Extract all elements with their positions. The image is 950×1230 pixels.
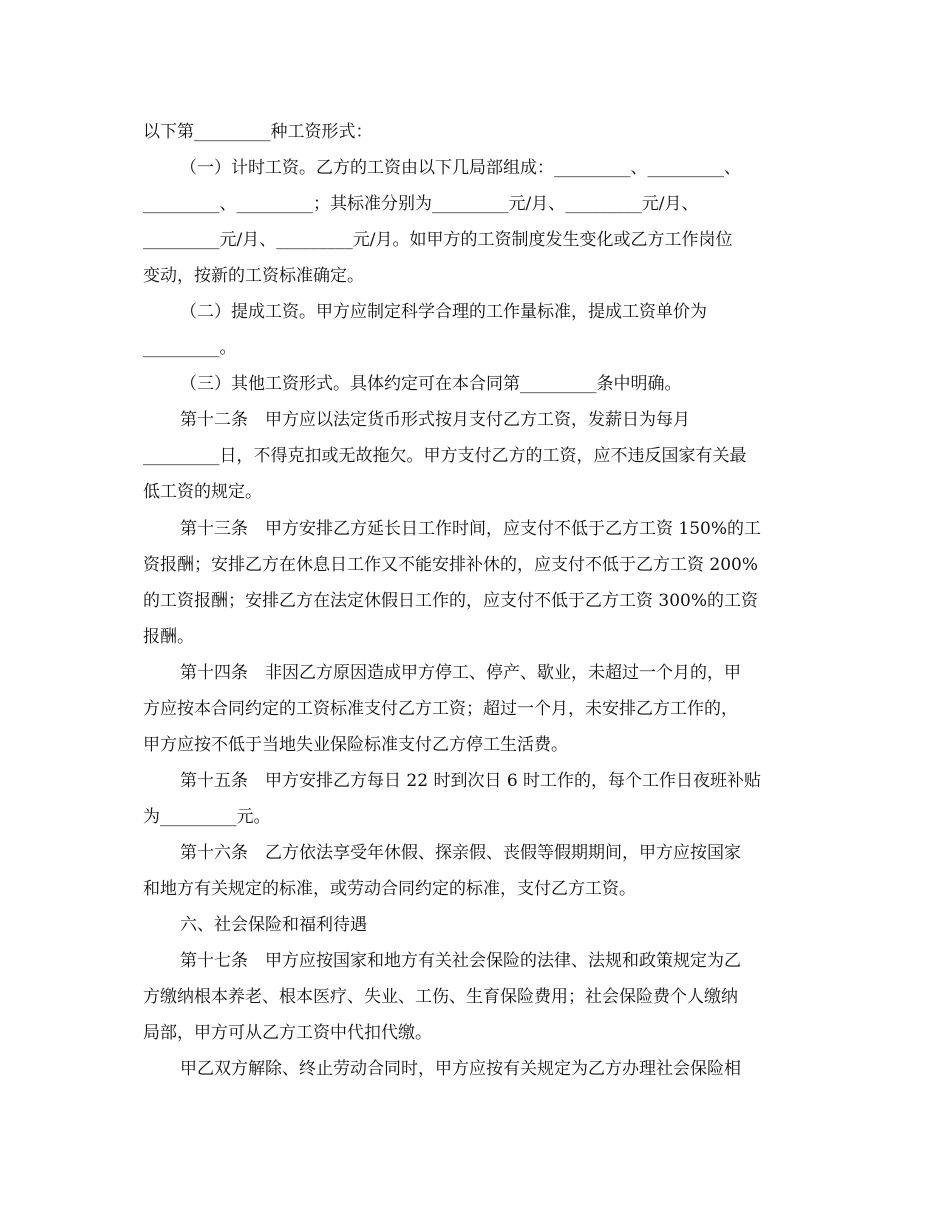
text-line: 低工资的规定。: [143, 482, 262, 502]
text-line: （二）提成工资。甲方应制定科学合理的工作量标准，提成工资单价为: [180, 302, 707, 322]
text-line: _________。: [143, 338, 237, 358]
text-line: 方应按本合同约定的工资标准支付乙方工资；超过一个月，未安排乙方工作的，: [143, 699, 738, 719]
text-line: 为_________元。: [143, 807, 271, 827]
text-line: （一）计时工资。乙方的工资由以下几局部组成：_________、_________、: [180, 158, 741, 178]
text-line: （三）其他工资形式。具体约定可在本合同第_________条中明确。: [180, 374, 682, 394]
text-line: 第十六条 乙方依法享受年休假、探亲假、丧假等假期期间，甲方应按国家: [180, 843, 741, 863]
text-line: 第十三条 甲方安排乙方延长日工作时间，应支付不低于乙方工资 150%的工: [180, 519, 762, 539]
text-line: 甲乙双方解除、终止劳动合同时，甲方应按有关规定为乙方办理社会保险相: [180, 1059, 741, 1079]
text-line: 第十七条 甲方应按国家和地方有关社会保险的法律、法规和政策规定为乙: [180, 951, 741, 971]
text-line: _________元/月、_________元/月。如甲方的工资制度发生变化或乙方工作岗位: [143, 230, 733, 250]
text-line: 第十二条 甲方应以法定货币形式按月支付乙方工资，发薪日为每月: [180, 410, 690, 430]
text-line: 变动，按新的工资标准确定。: [143, 266, 364, 286]
text-line: 方缴纳根本养老、根本医疗、失业、工伤、生育保险费用；社会保险费个人缴纳: [143, 987, 738, 1007]
text-line: 和地方有关规定的标准，或劳动合同约定的标准，支付乙方工资。: [143, 879, 636, 899]
text-line: 甲方应按不低于当地失业保险标准支付乙方停工生活费。: [143, 735, 568, 755]
text-line: _________、_________；其标准分别为_________元/月、_________元/月、: [143, 194, 699, 214]
text-line: _________日，不得克扣或无故拖欠。甲方支付乙方的工资，应不违反国家有关最: [143, 446, 747, 466]
text-line: 第十五条 甲方安排乙方每日 22 时到次日 6 时工作的，每个工作日夜班补贴: [180, 771, 762, 791]
text-line: 以下第_________种工资形式：: [143, 122, 373, 142]
text-line: 第十四条 非因乙方原因造成甲方停工、停产、歇业，未超过一个月的，甲: [180, 663, 741, 683]
text-line: 六、社会保险和福利待遇: [180, 915, 367, 935]
text-line: 报酬。: [143, 627, 194, 647]
text-line: 资报酬；安排乙方在休息日工作又不能安排补休的，应支付不低于乙方工资 200%: [143, 555, 759, 575]
text-line: 局部，甲方可从乙方工资中代扣代缴。: [143, 1023, 432, 1043]
text-line: 的工资报酬；安排乙方在法定休假日工作的，应支付不低于乙方工资 300%的工资: [143, 591, 759, 611]
